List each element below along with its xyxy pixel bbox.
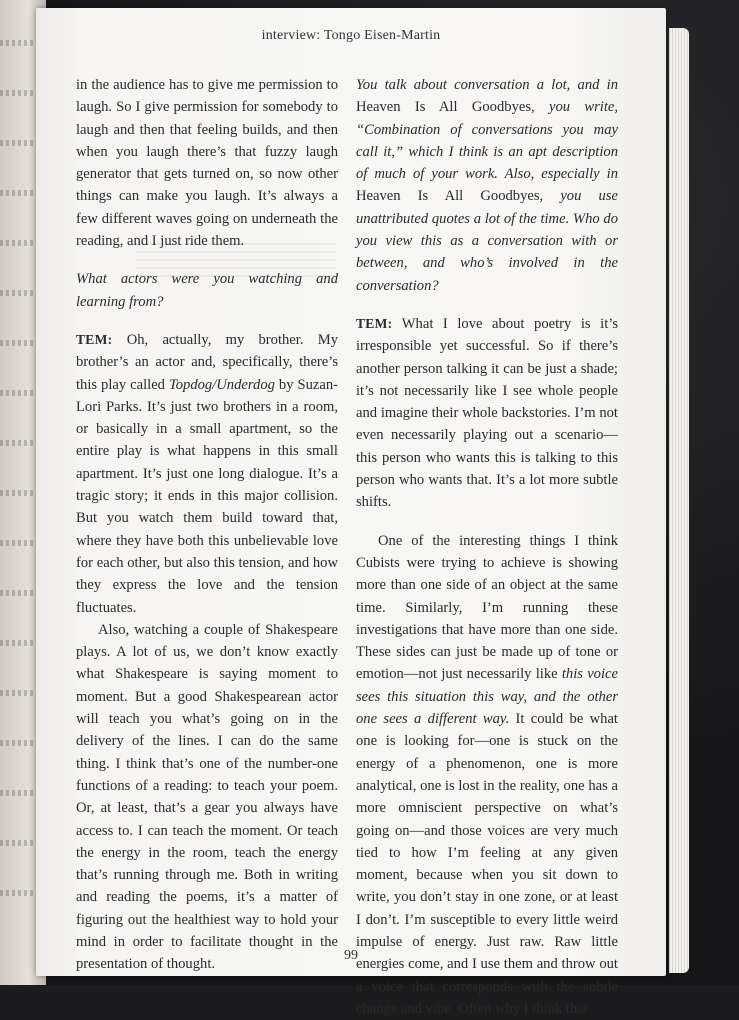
right-column: [356, 74, 618, 1020]
running-head: interview: Tongo Eisen-Martin: [261, 28, 441, 43]
book-page: [36, 8, 666, 1017]
speaker-label: TEM:: [76, 331, 113, 347]
answer-paragraph: TEM: Oh, actually, my brother. My brother’s an actor and, specifically, there’s this play called Topdog/Underdog by Suzan-Lori Parks. It’s just two brothers in a room, or basically in a small apartment, so the entire play is what happens in this small apartment. It’s just one long dialogue. It’s a tragic story; it ends in this major collision. But you watch them build toward that, where they have both this unbelievable love for each other, but also this tension, and how they express the love and the tension fluctuates.: [76, 331, 339, 616]
book-title: Heaven Is All Goodbyes: [356, 99, 532, 116]
paragraph: Also, watching a couple of Shakespeare plays. A lot of us, we don’t know exactly what Shakespeare is saying moment to moment. But a good Shakespearean actor will teach you what’s going on in the delivery of the lines. I can do the same thing. I think that’s one of the number-one functions of a reading: to teach your poem. Or, at least, that’s a gear you always have access to. I can teach the moment. Or teach the energy in the room, teach the energy that’s running through me. Both in writing and reading the poems, it’s a matter of figuring out the healthiest way to hold your mind in order to facilitate thought in the presentation of thought.: [76, 621, 338, 973]
interview-question: You talk about conversation a lot, and in Heaven Is All Goodbyes, you write, “Combination of conversations you may call it,” which I think is an apt description of much of your work. Also, especially in Heaven Is All Goodbyes, you use unattributed quotes a lot of the time. Who do you view this as a conversation with or between, and who’s involved in the conversation?: [356, 77, 618, 294]
play-title: Topdog/Underdog: [168, 376, 275, 393]
book-title: Heaven Is All Goodbyes: [356, 188, 540, 205]
interview-question: What actors were you watching and learning from?: [76, 271, 338, 310]
answer-paragraph: TEM: What I love about poetry is it’s irresponsible yet successful. So if there’s another person talking it can be just a shade; it’s not necessarily like I see whole people and imagine their whole backstories. I’m not even necessarily playing out a scenario—this person who wants this is talking to this person who wants that. It’s a lot more subtle shifts.: [356, 315, 619, 511]
paragraph: in the audience has to give me permission to laugh. So I give permission for somebody to laugh and then that feeling builds, and then when you laugh there’s that fuzzy laugh generator that gets turned on, so now other things can make you laugh. It’s always a few different waves going on underneath the reading, and I just ride them.: [76, 77, 338, 250]
left-column: [76, 74, 338, 976]
paragraph: One of the interesting things I think Cubists were trying to achieve is showing more than one side of an object at the same time. Similarly, I’m running these investigations that have more than one side. These sides can just be made up of tone or emotion—not just necessarily like this voice sees this situation this way, and the other one sees a different way. It could be what one is looking for—one is stuck on the energy of a phenomenon, one is more analytical, one is lost in the reality, one has a more omniscient perspective on what’s going on—and those voices are very much tied to how I’m feeling at any given moment, because when you sit down to write, you don’t stay in one zone, or at least I don’t. I’m susceptible to every little weird impulse of energy. Just raw. Raw little energies come, and I use them and throw out a voice that corresponds with the subtle change and vibe. Often why I think that: [356, 532, 618, 1017]
page-stack-edge: [669, 28, 689, 973]
page-number: 99: [344, 948, 358, 963]
speaker-label: TEM:: [356, 315, 393, 331]
